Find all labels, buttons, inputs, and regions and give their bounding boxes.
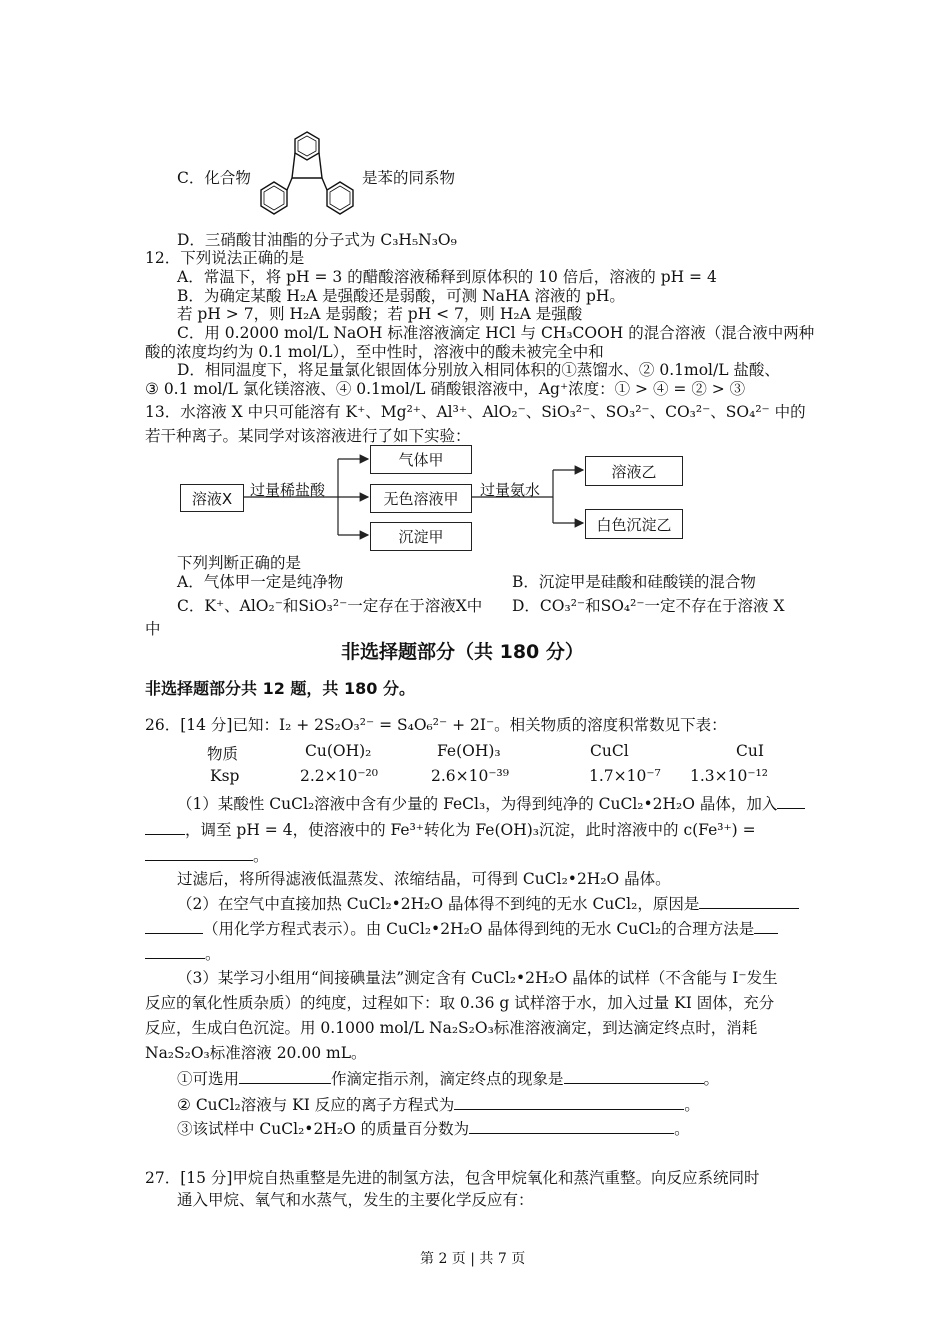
q26-sub3 [177, 1117, 690, 1139]
q12-stem: 12．下列说法正确的是 [145, 249, 305, 267]
q26-part2-text-b: （用化学方程式表示）。由 CuCl₂•2H₂O 晶体得到纯的无水 CuCl₂的合理方法是 [203, 920, 755, 938]
q26-sub2 [177, 1093, 700, 1115]
flow-box-solution-x: 溶液X [180, 484, 244, 512]
answer-blank[interactable] [777, 794, 805, 809]
q11-option-c-prefix: C．化合物 [177, 169, 251, 187]
answer-blank[interactable] [754, 919, 778, 934]
q26-part1-text-c: 。 [253, 847, 269, 865]
flow-box-precipitate-a: 沉淀甲 [370, 522, 472, 551]
answer-blank[interactable] [699, 894, 799, 909]
q13-option-d-wrap: 中 [145, 620, 161, 638]
q12-option-c-line2: 酸的浓度均约为 0.1 mol/L），至中性时，溶液中的酸未被完全中和 [145, 343, 604, 361]
q13-stem-line2: 若干种离子。某同学对该溶液进行了如下实验： [145, 427, 471, 445]
q26-part2-line3 [145, 942, 221, 964]
q13-option-b: B．沉淀甲是硅酸和硅酸镁的混合物 [512, 573, 756, 591]
q26-sub2-text-b: 。 [684, 1096, 700, 1114]
q26-sub1-text-c: 。 [703, 1070, 720, 1088]
ksp-value-feoh3: 2.6×10⁻³⁹ [431, 767, 509, 785]
q12-option-a: A．常温下，将 pH = 3 的醋酸溶液稀释到原体积的 10 倍后，溶液的 pH = 4 [177, 268, 717, 286]
ksp-header-substance: 物质 [207, 745, 239, 763]
q26-part2-text-c: 。 [205, 945, 221, 963]
ksp-value-cucl: 1.7×10⁻⁷ [589, 767, 661, 785]
section-title: 非选择题部分（共 180 分） [341, 641, 584, 663]
q26-sub3-text-a: ③该试样中 CuCl₂•2H₂O 的质量百分数为 [177, 1120, 470, 1138]
flow-box-white-precipitate-b: 白色沉淀乙 [585, 509, 683, 539]
q26-sub1-text-b: 作滴定指示剂，滴定终点的现象是 [331, 1070, 564, 1088]
q26-part1-line1 [177, 792, 805, 814]
q26-sub1-text-a: ①可选用 [177, 1070, 240, 1088]
q12-option-d-line1: D．相同温度下，将足量氯化银固体分别放入相同体积的①蒸馏水、② 0.1mol/L 盐酸、 [177, 361, 780, 379]
ksp-header-cuoh2: Cu(OH)₂ [305, 742, 372, 760]
answer-blank[interactable] [564, 1069, 704, 1084]
page-number-footer: 第 2 页 | 共 7 页 [420, 1251, 526, 1267]
q13-stem-line1: 13．水溶液 X 中只可能溶有 K⁺、Mg²⁺、Al³⁺、AlO₂⁻、SiO₃²⁻、SO₃²⁻、CO₃²⁻、SO₄²⁻ 中的 [145, 403, 806, 421]
q11-option-c-suffix: 是苯的同系物 [362, 169, 456, 187]
q26-part3-line4: Na₂S₂O₃标准溶液 20.00 mL。 [145, 1044, 367, 1062]
q26-part3-line3: 反应，生成白色沉淀。用 0.1000 mol/L Na₂S₂O₃标准溶液滴定，到达滴定终点时，消耗 [145, 1019, 758, 1037]
answer-blank[interactable] [145, 846, 253, 861]
q26-stem: 26．[14 分]已知：I₂ + 2S₂O₃²⁻ = S₄O₆²⁻ + 2I⁻。相关物质的溶度积常数见下表： [145, 716, 727, 734]
section-subtitle: 非选择题部分共 12 题，共 180 分。 [145, 679, 415, 698]
q26-part1-line2 [145, 818, 756, 840]
ksp-row-label: Ksp [210, 767, 240, 785]
ksp-header-cucl: CuCl [590, 742, 629, 760]
q26-part3-line2: 反应的氧化性质杂质）的纯度，过程如下：取 0.36 g 试样溶于水，加入过量 KI 固体，充分 [145, 994, 775, 1012]
q12-option-c-line1: C．用 0.2000 mol/L NaOH 标准溶液滴定 HCl 与 CH₃COOH 的混合溶液（混合液中两种 [177, 324, 815, 342]
answer-blank[interactable] [454, 1095, 684, 1110]
q26-part1-text-b: ，调至 pH = 4，使溶液中的 Fe³⁺转化为 Fe(OH)₃沉淀，此时溶液中的 c(Fe³⁺) = [185, 821, 756, 839]
q13-option-c: C．K⁺、AlO₂⁻和SiO₃²⁻一定存在于溶液X中 [177, 597, 483, 615]
q26-sub1 [177, 1067, 719, 1089]
ksp-value-cui: 1.3×10⁻¹² [690, 767, 768, 785]
answer-blank[interactable] [145, 919, 203, 934]
q26-part2-line1 [177, 892, 799, 914]
answer-blank[interactable] [239, 1069, 331, 1084]
flow-box-solution-b: 溶液乙 [585, 456, 683, 486]
q26-part2-line2 [145, 917, 778, 939]
q26-sub3-text-b: 。 [674, 1120, 690, 1138]
flow-box-colorless-solution-a: 无色溶液甲 [370, 484, 472, 513]
answer-blank[interactable] [145, 820, 185, 835]
q27-line2: 通入甲烷、氧气和水蒸气，发生的主要化学反应有： [177, 1191, 534, 1209]
q26-part2-text-a: （2）在空气中直接加热 CuCl₂•2H₂O 晶体得不到纯的无水 CuCl₂，原因是 [177, 895, 700, 913]
flow-arrows [0, 0, 950, 560]
flow-reagent-hcl: 过量稀盐酸 [250, 481, 326, 499]
q26-part1-text-a: （1）某酸性 CuCl₂溶液中含有少量的 FeCl₃，为得到纯净的 CuCl₂•2H₂O 晶体，加入 [177, 795, 778, 813]
q26-sub2-text-a: ② CuCl₂溶液与 KI 反应的离子方程式为 [177, 1096, 455, 1114]
q12-option-d-line2: ③ 0.1 mol/L 氯化镁溶液、④ 0.1mol/L 硝酸银溶液中，Ag⁺浓度：① > ④ = ② > ③ [145, 380, 746, 398]
flow-box-gas-a: 气体甲 [370, 445, 472, 474]
ksp-value-cuoh2: 2.2×10⁻²⁰ [300, 767, 378, 785]
q26-part3-line1: （3）某学习小组用“间接碘量法”测定含有 CuCl₂•2H₂O 晶体的试样（不含能与 I⁻发生 [177, 969, 778, 987]
q26-part1-line4: 过滤后，将所得滤液低温蒸发、浓缩结晶，可得到 CuCl₂•2H₂O 晶体。 [177, 870, 671, 888]
q26-part1-line3 [145, 844, 269, 866]
q12-option-b-line2: 若 pH > 7，则 H₂A 是弱酸；若 pH < 7，则 H₂A 是强酸 [177, 305, 583, 323]
q13-judge: 下列判断正确的是 [177, 554, 302, 572]
q11-option-d: D．三硝酸甘油酯的分子式为 C₃H₅N₃O₉ [177, 231, 457, 249]
flow-reagent-ammonia: 过量氨水 [480, 481, 541, 499]
q13-option-d: D．CO₃²⁻和SO₄²⁻一定不存在于溶液 X [512, 597, 785, 615]
ksp-header-feoh3: Fe(OH)₃ [437, 742, 501, 760]
answer-blank[interactable] [145, 944, 205, 959]
ksp-header-cui: CuI [736, 742, 764, 760]
q13-option-a: A．气体甲一定是纯净物 [177, 573, 344, 591]
answer-blank[interactable] [469, 1119, 674, 1134]
q12-option-b-line1: B．为确定某酸 H₂A 是强酸还是弱酸，可测 NaHA 溶液的 pH。 [177, 287, 625, 305]
q27-line1: 27．[15 分]甲烷自热重整是先进的制氢方法，包含甲烷氧化和蒸汽重整。向反应系统同时 [145, 1169, 760, 1187]
